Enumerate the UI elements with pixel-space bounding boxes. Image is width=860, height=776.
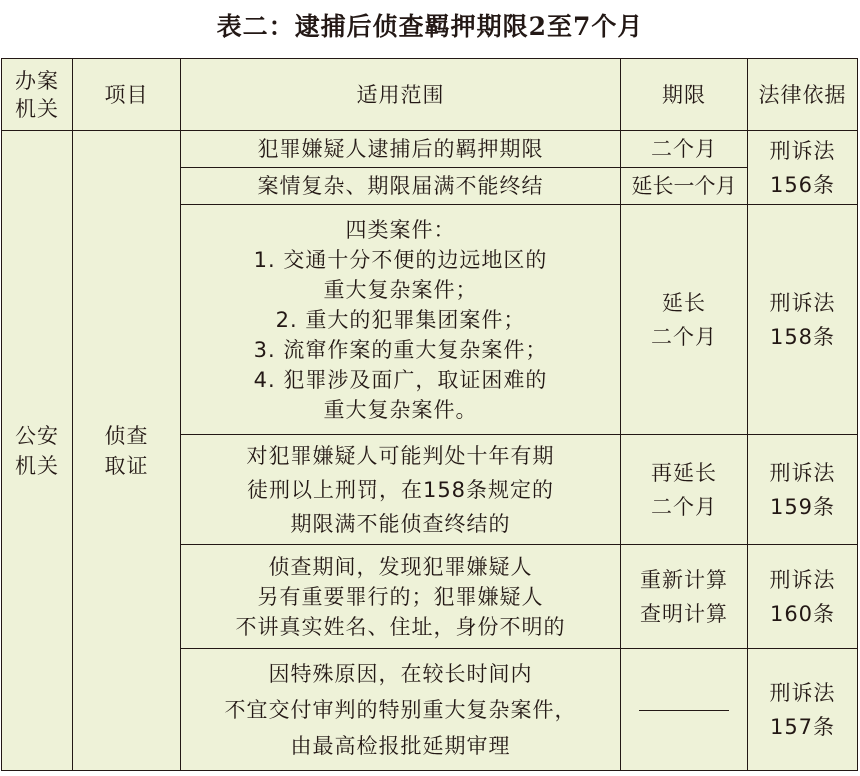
header-basis: 法律依据: [748, 59, 858, 131]
agency-cell: 公安 机关: [2, 131, 73, 771]
basis-cell: 刑诉法 157条: [748, 649, 858, 771]
table-row: [2, 131, 858, 168]
basis-cell: 刑诉法 159条: [748, 435, 858, 545]
header-item: 项目: [73, 59, 181, 131]
period-cell: 重新计算 查明计算: [621, 545, 748, 649]
scope-cell: 侦查期间，发现犯罪嫌疑人 另有重要罪行的；犯罪嫌疑人 不讲真实姓名、住址，身份不明的: [181, 545, 621, 649]
scope-cell: 案情复杂、期限届满不能终结: [181, 168, 621, 205]
period-cell: 再延长 二个月: [621, 435, 748, 545]
table-title: 表二：逮捕后侦查羁押期限2至7个月: [216, 12, 644, 41]
header-period: 期限: [621, 59, 748, 131]
item-cell: 侦查 取证: [73, 131, 181, 771]
header-agency: 办案 机关: [2, 59, 73, 131]
basis-cell: 刑诉法 158条: [748, 205, 858, 435]
period-cell: 延长 二个月: [621, 205, 748, 435]
scope-cell: 因特殊原因，在较长时间内 不宜交付审判的特别重大复杂案件， 由最高检报批延期审理: [181, 649, 621, 771]
scope-cell: 四类案件： 1. 交通十分不便的边远地区的 重大复杂案件； 2. 重大的犯罪集团案件； 3. 流窜作案的重大复杂案件； 4. 犯罪涉及面广，取证困难的 重大复杂案件。: [181, 205, 621, 435]
basis-cell: 刑诉法 156条: [748, 131, 858, 205]
header-scope: 适用范围: [181, 59, 621, 131]
scope-cell: 犯罪嫌疑人逮捕后的羁押期限: [181, 131, 621, 168]
period-cell: 二个月: [621, 131, 748, 168]
header-row: [2, 59, 858, 131]
scope-cell: 对犯罪嫌疑人可能判处十年有期 徒刑以上刑罚，在158条规定的 期限满不能侦查终结的: [181, 435, 621, 545]
period-cell-empty: [621, 649, 748, 771]
period-cell: 延长一个月: [621, 168, 748, 205]
basis-cell: 刑诉法 160条: [748, 545, 858, 649]
dash-line: [639, 710, 729, 711]
custody-period-table: [1, 58, 858, 771]
